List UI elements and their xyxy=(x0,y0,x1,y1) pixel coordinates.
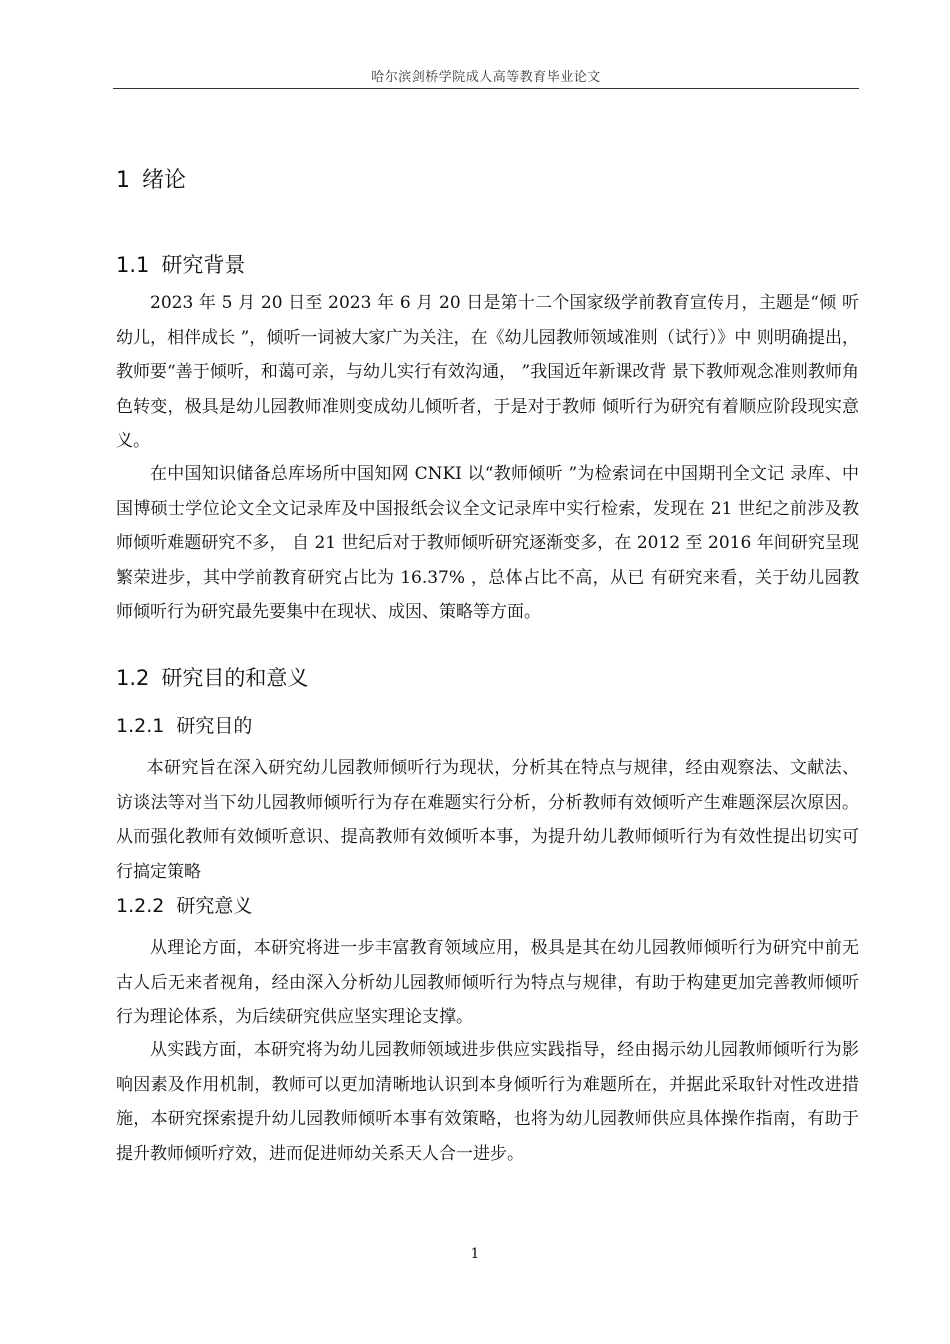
chapter-title: 绪论 xyxy=(142,168,187,193)
section-number: 1.2 xyxy=(116,666,150,690)
paragraph-purpose: 本研究旨在深入研究幼儿园教师倾听行为现状，分析其在特点与规律，经由观察法、文献法、访谈法等对当下幼儿园教师倾听行为存在难题实行分析，分析教师有效倾听产生难题深层次原因。从而强化教师有效倾听意识、提高教师有效倾听本事，为提升幼儿教师倾听行为有效性提出切实可行搞定策略 xyxy=(116,758,859,882)
section-heading-1-2 xyxy=(116,662,308,692)
subsection-number: 1.2.2 xyxy=(116,895,165,917)
chapter-heading xyxy=(116,163,186,194)
section-title: 研究目的和意义 xyxy=(161,666,309,690)
paragraph-background-2: 在中国知识储备总库场所中国知网 CNKI 以“教师倾听 ”为检索词在中国期刊全文记 录库、中国博硕士学位论文全文记录库及中国报纸会议全文记录库中实行检索，发现在 21 世纪之前涉及教师倾听难题研究不多， 自 21 世纪后对于教师倾听研究逐渐变多，在 2012 至 2016 年间研究呈现繁荣进步，其中学前教育研究占比为 16.37% ，总体占比不高，从已 有研究来看，关于幼儿园教师倾听行为研究最先要集中在现状、成因、策略等方面。 xyxy=(116,464,859,622)
section-title: 研究背景 xyxy=(161,253,246,277)
paragraph-background-1: 2023 年 5 月 20 日至 2023 年 6 月 20 日是第十二个国家级学前教育宣传月，主题是“倾 听幼儿，相伴成长 ”，倾听一词被大家广为关注，在《幼儿园教师领域准则（试行）》中 则明确提出，教师要“善于倾听，和蔼可亲，与幼儿实行有效沟通， ”我国近年新课改背 景下教师观念准则教师角色转变，极具是幼儿园教师准则变成幼儿倾听者，于是对于教师 倾听行为研究有着顺应阶段现实意义。 xyxy=(116,293,859,451)
subsection-number: 1.2.1 xyxy=(116,715,165,737)
subsection-heading-1-2-1 xyxy=(116,711,252,738)
subsection-title: 研究目的 xyxy=(176,715,253,737)
paragraph-significance-theory: 从理论方面，本研究将进一步丰富教育领域应用，极具是其在幼儿园教师倾听行为研究中前无古人后无来者视角，经由深入分析幼儿园教师倾听行为特点与规律，有助于构建更加完善教师倾听行为理论体系，为后续研究供应坚实理论支撑。 xyxy=(116,938,859,1027)
section-heading-1-1 xyxy=(116,249,245,279)
page-number: 1 xyxy=(470,1246,480,1262)
header-divider xyxy=(113,88,859,89)
chapter-number: 1 xyxy=(116,168,130,193)
subsection-title: 研究意义 xyxy=(176,895,253,917)
subsection-heading-1-2-2 xyxy=(116,891,252,918)
section-number: 1.1 xyxy=(116,253,150,277)
running-header: 哈尔滨剑桥学院成人高等教育毕业论文 xyxy=(371,70,601,85)
paragraph-significance-practice: 从实践方面，本研究将为幼儿园教师领域进步供应实践指导，经由揭示幼儿园教师倾听行为影响因素及作用机制，教师可以更加清晰地认识到本身倾听行为难题所在，并据此采取针对性改进措施，本研究探索提升幼儿园教师倾听本事有效策略，也将为幼儿园教师供应具体操作指南，有助于提升教师倾听疗效，进而促进师幼关系天人合一进步。 xyxy=(116,1040,859,1164)
